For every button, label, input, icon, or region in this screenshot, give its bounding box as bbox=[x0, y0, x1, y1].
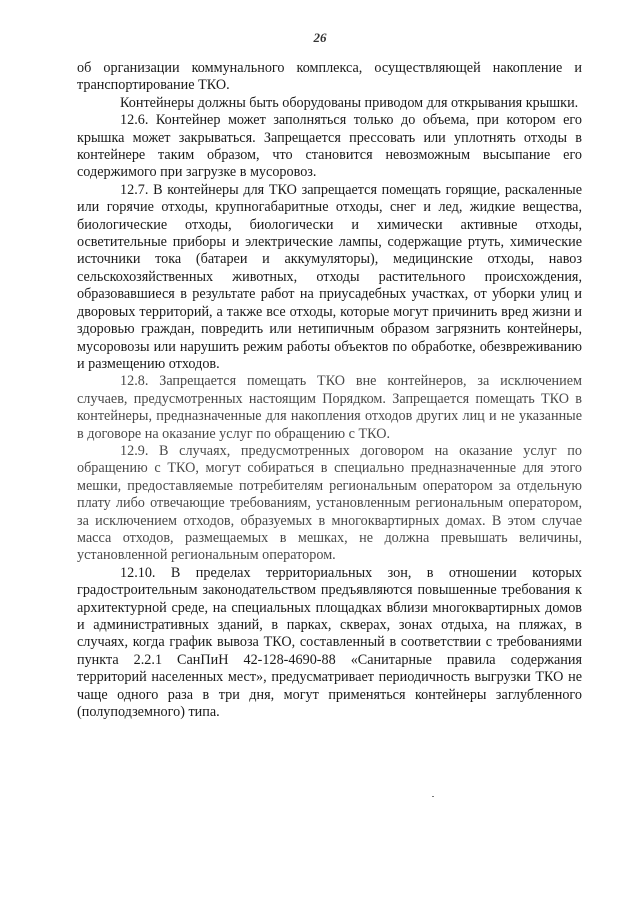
paragraph-continuation: об организации коммунального комплекса, осуществляющей накопление и транспортирование ТКО. bbox=[77, 60, 582, 94]
paragraph-12-6: 12.6. Контейнер может заполняться только до объема, при котором его крышка может закрываться. Запрещается прессовать или уплотнять отходы в контейнере таким образом, что становится невозможным высыпание его содержимого при загрузке в мусоровоз. bbox=[77, 112, 582, 181]
paragraph-container-lid: Контейнеры должны быть оборудованы приводом для открывания крышки. bbox=[120, 94, 579, 111]
paragraph-12-10: 12.10. В пределах территориальных зон, в отношении которых градостроительным законодательством предъявляются повышенные требования к архитектурной среде, на специальных площадках вблизи многоквартирных домов и административных зданий, в парках, скверах, зонах отдыха, на пляжах, в случаях, когда график вывоза ТКО, составленный в соответствии с требованиями пункта 2.2.1 СанПиН 42-128-4690-88 «Санитарные правила содержания территорий населенных мест», предусматривает периодичность выгрузки ТКО не чаще одного раза в три дня, могут применяться контейнеры заглубленного (полуподземного) типа. bbox=[77, 564, 582, 721]
page-number: 26 bbox=[313, 30, 327, 45]
paragraph-12-9: 12.9. В случаях, предусмотренных договором на оказание услуг по обращению с ТКО, могут собираться в специально предназначенные для этого мешки, предоставляемые потребителям региональным оператором за отдельную плату либо отвечающие требованиям, установленным региональным оператором, за исключением отходов, образуемых в многоквартирных домах. В этом случае масса отходов, размещаемых в мешках, не должна превышать величины, установленной региональным оператором. bbox=[77, 442, 582, 564]
scan-speck bbox=[432, 796, 434, 797]
paragraph-12-8: 12.8. Запрещается помещать ТКО вне контейнеров, за исключением случаев, предусмотренных настоящим Порядком. Запрещается помещать ТКО в контейнеры, предназначенные для накопления отходов других лиц и не указанные в договоре на оказание услуг по обращению с ТКО. bbox=[77, 373, 582, 442]
paragraph-12-7: 12.7. В контейнеры для ТКО запрещается помещать горящие, раскаленные или горячие отходы, крупногабаритные отходы, снег и лед, жидкие вещества, биологические отходы, биологически и химически активные отходы, осветительные приборы и электрические лампы, содержащие ртуть, химические источники тока (батареи и аккумуляторы), медицинские отходы, навоз сельскохозяйственных животных, отходы растительного происхождения, образовавшиеся в результате работ на приусадебных участках, от уборки улиц и дворовых территорий, а также все отходы, которые могут причинить вред жизни и здоровью граждан, повредить или нетипичным образом загрязнить контейнеры, мусоровозы или нарушить режим работы объектов по обработке, обезвреживанию и размещению отходов. bbox=[77, 181, 582, 372]
document-body bbox=[77, 60, 582, 721]
